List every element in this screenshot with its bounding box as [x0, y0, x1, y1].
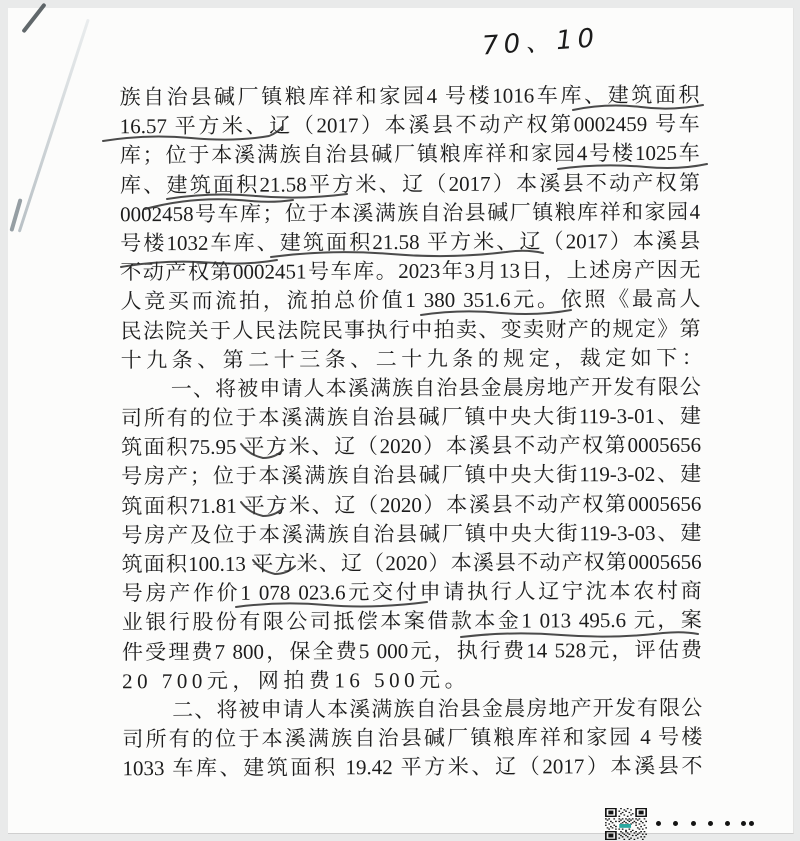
- qr-code-icon: [605, 808, 647, 840]
- document-line: 库；位于本溪满族自治县碱厂镇粮库祥和家园4号楼1025车: [119, 141, 700, 168]
- handwritten-note: [476, 18, 616, 64]
- document-line: 民法院关于人民法院民事执行中拍卖、变卖财产的规定》第: [120, 316, 701, 343]
- qr-accent-mark: [619, 824, 631, 828]
- document-line: 筑面积100.13 平方米、辽（2020）本溪县不动产权第0005656: [121, 549, 702, 577]
- document-line: 一、将被申请人本溪满族自治县金晨房地产开发有限公: [170, 374, 701, 401]
- document-line: 号房产及位于本溪满族自治县碱厂镇中央大街119-3-03、建: [121, 520, 702, 548]
- scan-crease-artifact: [18, 19, 90, 233]
- document-line: 1033 车库、建筑面积 19.42 平方米、辽（2017）本溪县不: [122, 754, 703, 781]
- document-line: 人竞买而流拍，流拍总价值1 380 351.6元。依照《最高人: [120, 287, 701, 314]
- document-line: 业银行股份有限公司抵偿本案借款本金1 013 495.6 元，案: [121, 608, 702, 635]
- document-text-block: [119, 81, 708, 784]
- dot-leader: [656, 821, 754, 826]
- document-line: 二、将被申请人本溪满族自治县金晨房地产开发有限公: [172, 695, 703, 722]
- dot: [691, 821, 696, 826]
- scan-corner-artifact: [21, 3, 46, 34]
- document-line: 号楼1032车库、建筑面积21.58 平方米、辽（2017）本溪县: [120, 228, 701, 256]
- document-line: 号房产作价1 078 023.6元交付申请执行人辽宁沈本农村商: [121, 578, 702, 606]
- dot: [725, 821, 730, 826]
- document-line: 十九条、第二十三条、二十九条的规定，裁定如下：: [120, 345, 708, 372]
- document-line: 号房产；位于本溪满族自治县碱厂镇中央大街119-3-02、建: [121, 462, 702, 489]
- document-line: 族自治县碱厂镇粮库祥和家园4 号楼1016车库、建筑面积: [119, 82, 700, 110]
- document-line: 16.57 平方米、辽（2017）本溪县不动产权第0002459 号车: [119, 111, 700, 139]
- dot: [708, 821, 713, 826]
- document-line: 不动产权第0002451号车库。2023年3月13日，上述房产因无: [120, 257, 701, 285]
- document-line: 司所有的位于本溪满族自治县碱厂镇粮库祥和家园 4 号楼: [122, 724, 703, 752]
- document-page: [8, 8, 794, 834]
- dot: [656, 821, 661, 826]
- dot: [749, 821, 754, 826]
- document-line: 件受理费7 800，保全费5 000元，执行费14 528元，评估费: [121, 637, 703, 664]
- document-line: 库、建筑面积21.58平方米、辽（2017）本溪县不动产权第: [119, 170, 700, 197]
- document-line: 筑面积75.95 平方米、辽（2020）本溪县不动产权第0005656: [121, 432, 702, 460]
- dot: [673, 821, 678, 826]
- handwritten-note-text: 70、10: [481, 23, 601, 62]
- dot: [741, 821, 746, 826]
- document-line: 20 700元，网拍费16 500元。: [122, 667, 471, 694]
- document-line: 筑面积71.81 平方米、辽（2020）本溪县不动产权第0005656: [121, 491, 702, 518]
- document-line: 0002458号车库；位于本溪满族自治县碱厂镇粮库祥和家园4: [119, 199, 701, 227]
- document-line: 司所有的位于本溪满族自治县碱厂镇中央大街119-3-01、建: [120, 403, 701, 431]
